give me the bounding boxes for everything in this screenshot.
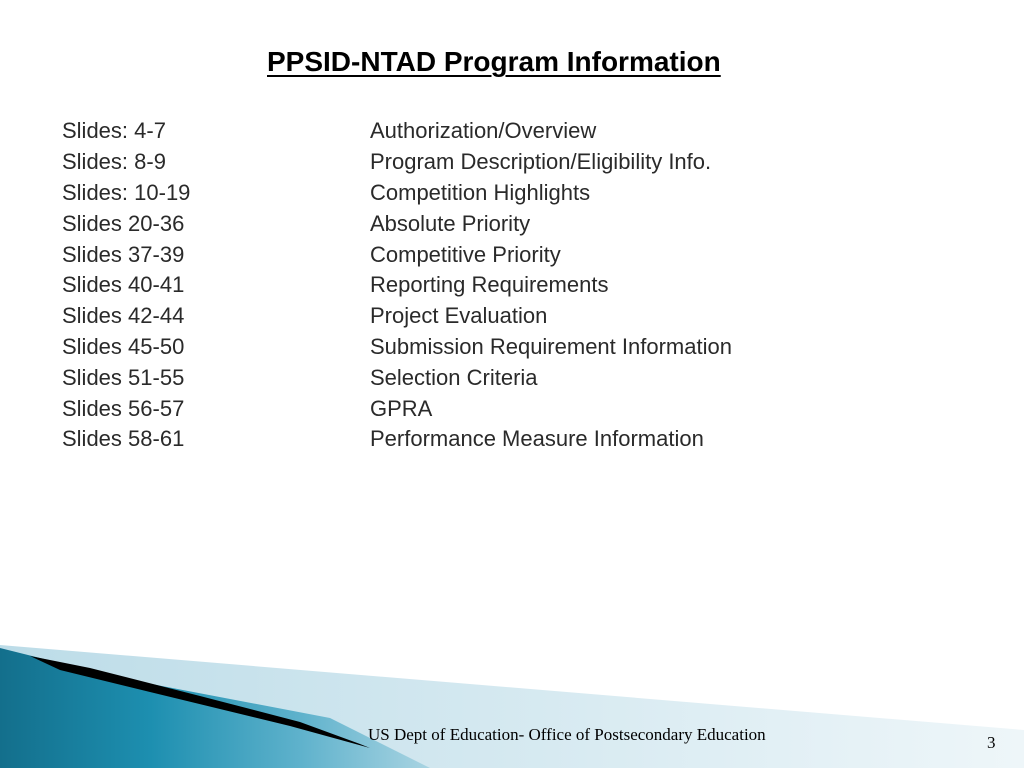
- toc-topic: Selection Criteria: [370, 364, 538, 390]
- toc-topic: Project Evaluation: [370, 303, 548, 329]
- toc-slide-range: Slides 37-39: [62, 241, 185, 267]
- toc-slide-range: Slides 42-44: [62, 303, 185, 329]
- toc-slide-range: Slides: 4-7: [62, 118, 166, 144]
- toc-topic: Submission Requirement Information: [370, 333, 732, 359]
- toc-slide-range: Slides 58-61: [62, 426, 185, 452]
- toc-row: [62, 208, 822, 239]
- toc-slide-range: Slides 40-41: [62, 272, 185, 298]
- toc-row: [62, 178, 822, 209]
- toc-slide-range: Slides 45-50: [62, 333, 185, 359]
- toc-row: [62, 116, 822, 147]
- toc-slide-range: Slides 51-55: [62, 364, 185, 390]
- toc-topic: Authorization/Overview: [370, 118, 597, 144]
- toc-row: [62, 270, 822, 301]
- toc-row: [62, 301, 822, 332]
- page-number: 3: [987, 733, 996, 752]
- slide-title: PPSID-NTAD Program Information: [267, 46, 721, 77]
- toc-slide-range: Slides 56-57: [62, 395, 185, 421]
- toc-topic: Reporting Requirements: [370, 272, 609, 298]
- toc-slide-range: Slides 20-36: [62, 210, 185, 236]
- footer-text: US Dept of Education- Office of Postsecondary Education: [368, 725, 766, 744]
- toc-topic: Competition Highlights: [370, 179, 591, 205]
- toc-row: [62, 332, 822, 363]
- toc-slide-range: Slides: 8-9: [62, 149, 166, 175]
- toc-row: [62, 147, 822, 178]
- toc-topic: Competitive Priority: [370, 241, 561, 267]
- toc-topic: Absolute Priority: [370, 210, 531, 236]
- toc-topic: GPRA: [370, 395, 433, 421]
- toc-topic: Program Description/Eligibility Info.: [370, 149, 712, 175]
- toc-row: [62, 362, 822, 393]
- table-of-contents: [62, 116, 822, 455]
- toc-row: [62, 424, 822, 455]
- toc-slide-range: Slides: 10-19: [62, 179, 191, 205]
- toc-row: [62, 239, 822, 270]
- toc-row: [62, 393, 822, 424]
- toc-topic: Performance Measure Information: [370, 426, 704, 452]
